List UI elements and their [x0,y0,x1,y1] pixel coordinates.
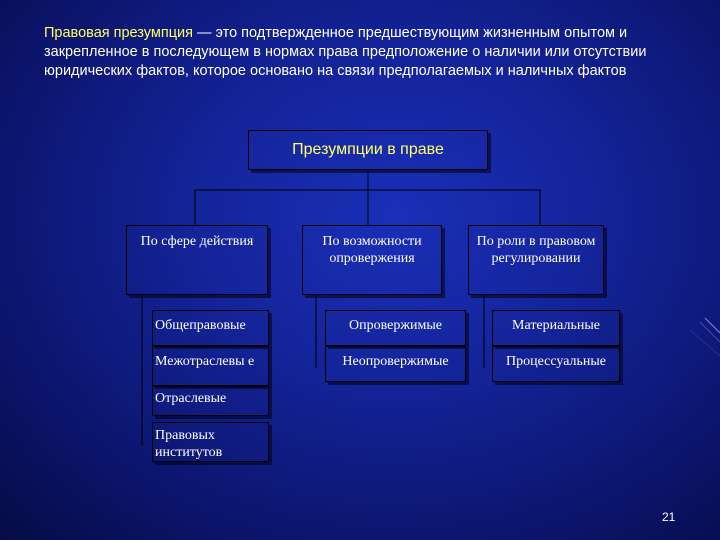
item-legal-institutions: Правовых институтов [152,422,269,462]
definition-body: — это подтвержденное предшествующим жизненным опытом и закрепленное в последующем в нормах права предположение о наличии или отсутствии юридических фактов, которое основано на связи предполагаемых и наличных фактов [44,25,647,79]
slide-number: 21 [662,510,676,524]
item-rebuttable: Опровержимые [325,310,466,346]
item-branch: Отраслевые [152,386,269,416]
category-rebuttability: По возможности опровержения [302,225,442,295]
item-irrebuttable: Неопровержимые [325,346,466,382]
root-node: Презумпции в праве [248,130,488,170]
category-scope: По сфере действия [126,225,268,295]
category-regulatory-role: По роли в правовом регулировании [468,225,604,295]
item-procedural: Процессуальные [492,346,620,382]
item-interbranch: Межотраслевы е [152,346,269,386]
definition-term: Правовая презумпция [44,25,193,41]
item-general-legal: Общеправовые [152,310,269,346]
item-substantive: Материальные [492,310,620,346]
